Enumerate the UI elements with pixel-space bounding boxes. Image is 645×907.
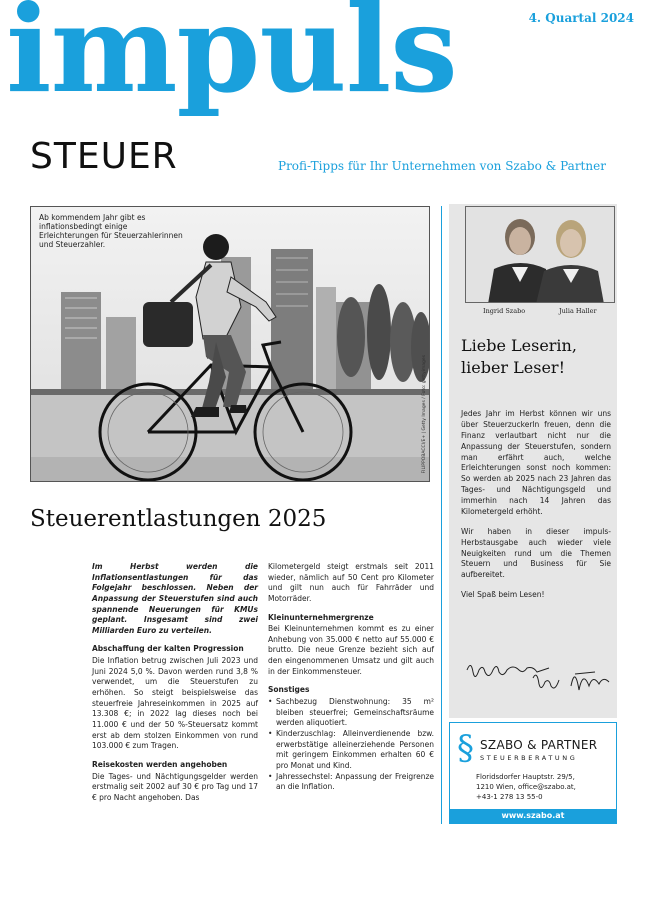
website-link[interactable]: www.szabo.at [450,809,616,823]
article-headline: Steuerentlastungen 2025 [30,506,327,532]
section-paragraph: Die Tages- und Nächtigungsgelder werden erstmalig seit 2002 auf 30 € pro Tag und 17 € pro Nacht angehoben. Das [92,771,258,802]
company-address [476,773,576,802]
company-logo-box [449,722,617,824]
company-subtitle: STEUERBERATUNG [480,754,578,762]
section-paragraph: Kilometergeld steigt erstmals seit 2011 wieder, nämlich auf 50 Cent pro Kilometer und gilt nun auch für Fahrräder und Motorräder. [268,562,434,603]
cyclist-photo [30,206,430,482]
author-name-2: Julia Haller [559,307,597,315]
authors-portrait-illustration [466,207,615,303]
editorial-paragraph: Jedes Jahr im Herbst können wir uns über Steuerzuckerln freuen, denn die Finanz verlautbart nicht nur die Anpassung der Steuerstufen, sondern man erfährt auch, welche Erleichterungen sonst noch kommen: So werden ab 2025 nach 23 Jahren das Tages- und Nächtigungsgeld und immerhin nach 14 Jahren das Kilometergeld erhöht. [461,409,611,516]
masthead-subtitle: STEUER [30,136,178,177]
salutation-line-2: lieber Leser! [461,358,565,378]
section-heading: Abschaffung der kalten Progression [92,644,244,654]
salutation-line-1: Liebe Leserin, [461,336,577,355]
list-item: • Jahressechstel: Anpassung der Freigrenze an die Inflation. [268,772,434,793]
list-item: • Kinderzuschlag: Alleinverdienende bzw. erwerbstätige alleinerziehende Personen mit geringem Einkommen erhalten 60 € pro Monat und Kind. [268,729,434,772]
phone-number: +43-1 278 13 55-0 [476,792,543,801]
column-divider [441,206,442,824]
editorial-sidebar [449,204,617,718]
section-heading: Kleinunternehmergrenze [268,612,374,622]
article-column-2 [268,562,434,793]
section-sign-icon: § [457,728,474,768]
salutation [461,335,611,380]
authors-portrait [465,206,615,303]
article-lead: Im Herbst werden die Inflationsentlastungen für das Folgejahr beschlossen. Neben der Anpassung der Steuerstufen sind auch spannende Neuerungen für KMUs geplant. Insgesamt sind zwei Milliarden Euro zu verteilen. [92,562,258,635]
photo-caption: Ab kommendem Jahr gibt es inflationsbedingt einige Erleichterungen für Steuerzahlerinnen und Steuerzahler. [39,213,183,249]
editorial-paragraph: Wir haben in dieser impuls-Herbstausgabe auch wieder viele Neuigkeiten rund um die Themen Steuern und Business für Sie aufbereitet. [461,526,611,580]
editorial-text [461,409,611,610]
section-paragraph: Bei Kleinunternehmen kommt es zu einer Anhebung von 35.000 € netto auf 55.000 € brutto. Die neue Grenze bezieht sich auf den eingenommenen Umsatz und gilt auch in der Einkommensteuer. [268,624,434,676]
section-heading: Sonstiges [268,685,310,695]
bullet-list [268,697,434,793]
issue-date: 4. Quartal 2024 [528,11,634,25]
company-name: SZABO & PARTNER [480,738,598,752]
article-column-1 [92,562,258,803]
section-paragraph: Die Inflation betrug zwischen Juli 2023 und Juni 2024 5,0 %. Davon werden rund 3,8 % verwendet, um die Steuerstufen zu erhöhen. So steigt beispielsweise das steuerfreie Jahreseinkommen in 2025 auf 13.308 €; in 2022 lag dieses noch bei 11.000 € und der 50 %-Steuersatz kommt erst ab dem stolzen Einkommen von rund 103.000 € zum Tragen. [92,656,258,751]
tagline: Profi-Tipps für Ihr Unternehmen von Szabo & Partner [278,159,606,173]
photo-credit: FILIPPOBACCI/E+ | Getty Images / Foto: gettyimages [422,354,427,473]
editorial-paragraph: Viel Spaß beim Lesen! [461,590,545,600]
address-line-1: Floridsdorfer Hauptstr. 29/5, [476,773,575,781]
address-line-2: 1210 Wien, office@szabo.at, [476,782,576,791]
author-name-1: Ingrid Szabo [483,307,526,315]
list-item: • Sachbezug Dienstwohnung: 35 m² bleiben steuerfrei; Gemeinschaftsräume werden aliquotiert. [268,697,434,729]
section-heading: Reisekosten werden angehoben [92,759,228,769]
handwritten-signatures [463,656,613,706]
masthead-title: impuls [6,0,457,120]
